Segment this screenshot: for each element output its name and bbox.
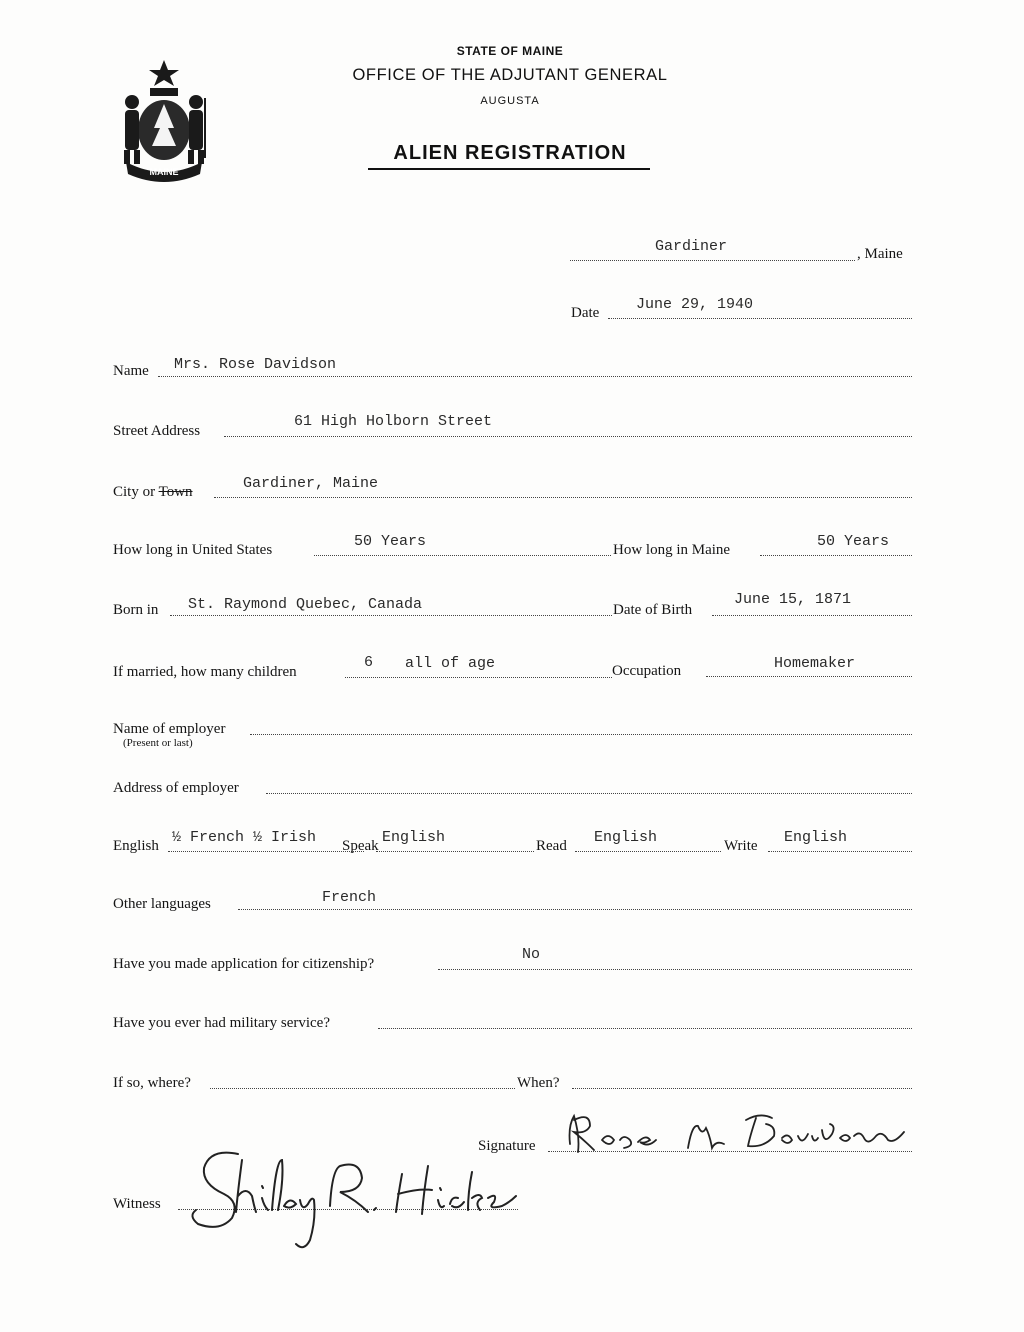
read-label: Read (536, 838, 567, 854)
read-value: English (594, 829, 658, 846)
witness-text (180, 1140, 183, 1143)
where-line (210, 1088, 515, 1089)
city-label (113, 484, 193, 501)
date-value: June 29, 1940 (636, 296, 754, 313)
employer-label: Name of employer (113, 721, 226, 737)
speak-value: English (382, 829, 446, 846)
military-label: Have you ever had military service? (113, 1015, 330, 1031)
citizenship-value: No (522, 946, 541, 963)
born-in-value: St. Raymond Quebec, Canada (188, 596, 423, 613)
name-label: Name (113, 363, 149, 379)
street-value: 61 High Holborn Street (294, 413, 493, 430)
signature-label: Signature (478, 1138, 536, 1154)
other-languages-label: Other languages (113, 896, 211, 912)
street-line (224, 436, 912, 437)
street-label: Street Address (113, 423, 201, 439)
city-label-struck: Town (158, 484, 193, 500)
date-line (608, 318, 912, 319)
write-value: English (784, 829, 848, 846)
maine-duration-value: 50 Years (817, 533, 890, 550)
read-line (575, 851, 721, 852)
citizenship-line (438, 969, 912, 970)
header-state: STATE OF MAINE (456, 44, 564, 58)
witness-signature-drawing (180, 1140, 520, 1255)
city-value: Gardiner, Maine (243, 475, 379, 492)
maine-duration-line (760, 555, 912, 556)
children-value: 6 (364, 654, 374, 671)
header-city: AUGUSTA (480, 95, 540, 107)
when-line (572, 1088, 912, 1089)
citizenship-label: Have you made application for citizenship? (113, 956, 375, 972)
children-label: If married, how many children (113, 664, 297, 680)
signature-text (560, 1106, 564, 1108)
birth-date-value: June 15, 1871 (734, 591, 852, 608)
us-duration-line (314, 555, 611, 556)
city-label-prefix: City or (113, 484, 156, 500)
date-label: Date (571, 305, 600, 321)
write-line (768, 851, 912, 852)
maine-seal-icon (112, 58, 216, 182)
form-title: ALIEN REGISTRATION (393, 142, 627, 164)
employer-line (250, 734, 912, 735)
born-in-line (170, 615, 612, 616)
signature-drawing (560, 1106, 930, 1158)
place-suffix: , Maine (857, 246, 903, 262)
children-line (345, 677, 612, 678)
employer-sublabel: (Present or last) (123, 737, 193, 749)
occupation-label: Occupation (612, 663, 682, 679)
children-note: all of age (405, 655, 496, 672)
write-label: Write (724, 838, 758, 854)
birth-date-line (712, 615, 912, 616)
place-value: Gardiner (655, 238, 728, 255)
english-line (168, 851, 364, 852)
occupation-line (706, 676, 912, 677)
city-line (214, 497, 912, 498)
speak-label: Speak (342, 838, 379, 854)
name-line (158, 376, 912, 377)
born-in-label: Born in (113, 602, 159, 618)
us-duration-label: How long in United States (113, 542, 273, 558)
place-line (570, 260, 855, 261)
title-underline (368, 168, 650, 170)
name-value: Mrs. Rose Davidson (174, 356, 337, 373)
other-languages-value: French (322, 889, 377, 906)
military-line (378, 1028, 912, 1029)
employer-address-line (266, 793, 912, 794)
header-office: OFFICE OF THE ADJUTANT GENERAL (352, 66, 668, 84)
witness-label: Witness (113, 1196, 161, 1212)
where-label: If so, where? (113, 1075, 191, 1091)
svg-text:MAINE: MAINE (149, 167, 179, 177)
when-label: When? (517, 1075, 560, 1091)
birth-date-label: Date of Birth (613, 602, 693, 618)
english-label: English (113, 838, 159, 854)
us-duration-value: 50 Years (354, 533, 427, 550)
employer-address-label: Address of employer (113, 780, 239, 796)
occupation-value: Homemaker (774, 655, 856, 672)
english-value: ½ French ½ Irish (172, 829, 317, 846)
maine-duration-label: How long in Maine (613, 542, 731, 558)
other-languages-line (238, 909, 912, 910)
speak-line (376, 851, 534, 852)
